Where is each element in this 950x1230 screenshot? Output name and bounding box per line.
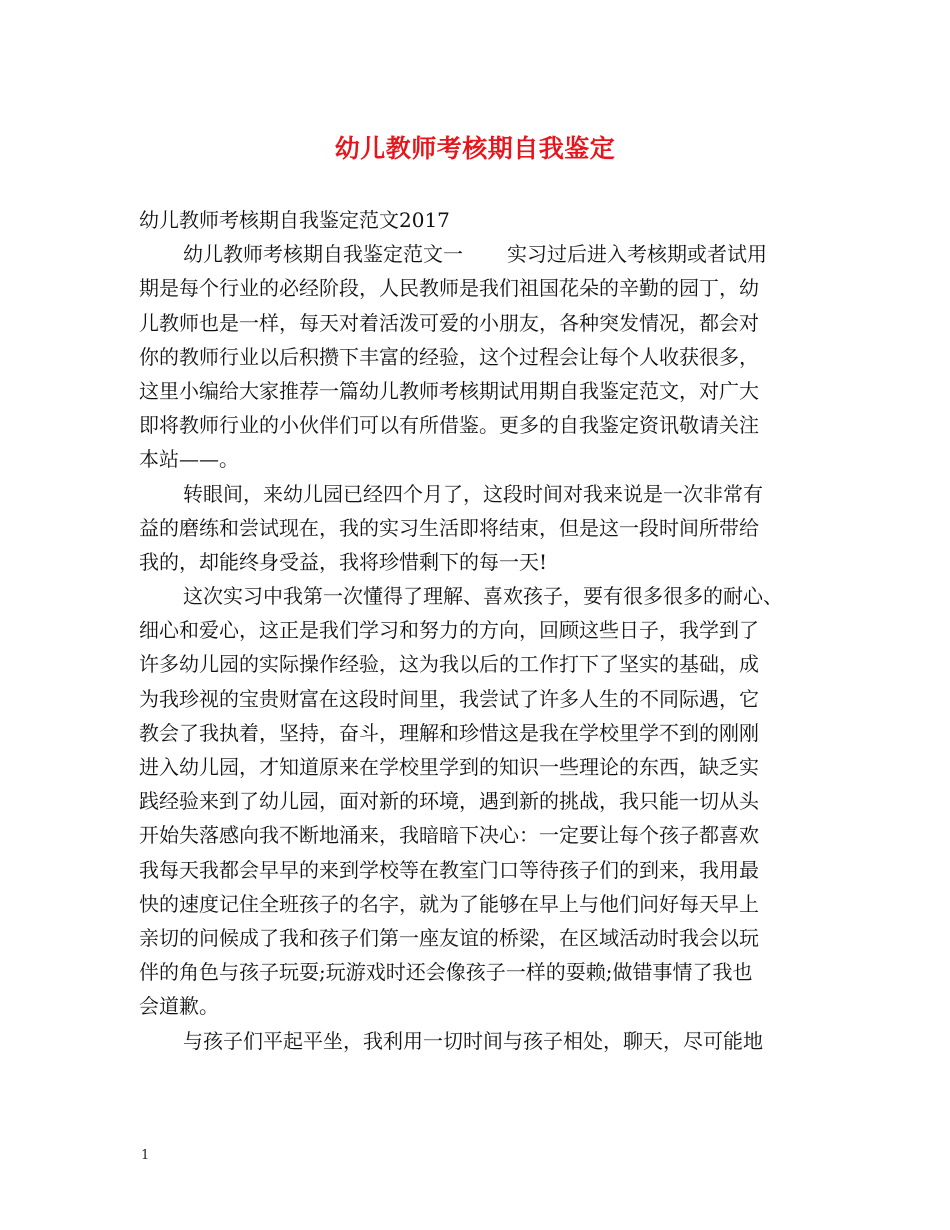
paragraph-line: 为我珍视的宝贵财富在这段时间里，我尝试了许多人生的不同际遇，它	[139, 686, 759, 711]
paragraph-line: 与孩子们平起平坐，我利用一切时间与孩子相处，聊天，尽可能地	[183, 1028, 763, 1053]
paragraph-line: 这里小编给大家推荐一篇幼儿教师考核期试用期自我鉴定范文，对广大	[139, 378, 759, 403]
paragraph-line: 伴的角色与孩子玩耍;玩游戏时还会像孩子一样的耍赖;做错事情了我也	[139, 960, 753, 985]
paragraph-lead: 幼儿教师考核期自我鉴定范文一	[183, 242, 463, 267]
paragraph-line: 我的，却能终身受益，我将珍惜剩下的每一天!	[139, 549, 548, 574]
paragraph-line: 进入幼儿园，才知道原来在学校里学到的知识一些理论的东西，缺乏实	[139, 755, 759, 779]
paragraph-4	[139, 1024, 819, 1058]
paragraph-line: 教会了我执着，坚持，奋斗，理解和珍惜这是我在学校里学不到的刚刚	[139, 720, 759, 745]
paragraph-line	[139, 237, 819, 271]
paragraph-line: 会道歉。	[139, 994, 219, 1019]
paragraph-line: 细心和爱心，这正是我们学习和努力的方向，回顾这些日子，我学到了	[139, 618, 759, 643]
document-subtitle: 幼儿教师考核期自我鉴定范文2017	[139, 208, 450, 232]
paragraph-3	[139, 579, 819, 1023]
paragraph-line: 期是每个行业的必经阶段，人民教师是我们祖国花朵的辛勤的园丁，幼	[139, 276, 759, 301]
paragraph-line: 我每天我都会早早的来到学校等在教室门口等待孩子们的到来，我用最	[139, 857, 759, 882]
paragraph-line: 践经验来到了幼儿园，面对新的环境，遇到新的挑战，我只能一切从头	[139, 789, 759, 814]
paragraph-line: 儿教师也是一样，每天对着活泼可爱的小朋友，各种突发情况，都会对	[139, 310, 759, 335]
paragraph-2	[139, 477, 819, 580]
paragraph-line: 这次实习中我第一次懂得了理解、喜欢孩子，要有很多很多的耐心、	[183, 584, 783, 609]
paragraph-line: 许多幼儿园的实际操作经验，这为我以后的工作打下了坚实的基础，成	[139, 652, 759, 677]
paragraph-line: 本站——。	[139, 447, 239, 472]
paragraph-line: 即将教师行业的小伙伴们可以有所借鉴。更多的自我鉴定资讯敬请关注	[139, 413, 759, 438]
paragraph-line: 开始失落感向我不断地涌来，我暗暗下决心：一定要让每个孩子都喜欢	[139, 823, 759, 848]
paragraph-line: 转眼间，来幼儿园已经四个月了，这段时间对我来说是一次非常有	[183, 481, 763, 506]
paragraph-1	[139, 237, 819, 476]
paragraph-line: 快的速度记住全班孩子的名字，就为了能够在早上与他们问好每天早上	[139, 891, 759, 916]
document-title: 幼儿教师考核期自我鉴定	[334, 134, 616, 163]
paragraph-line: 亲切的问候成了我和孩子们第一座友谊的桥梁，在区域活动时我会以玩	[139, 925, 759, 950]
page-number: 1	[141, 1148, 150, 1163]
document-body	[139, 203, 819, 1058]
paragraph-line: 益的磨练和尝试现在，我的实习生活即将结束，但是这一段时间所带给	[139, 515, 759, 540]
paragraph-text: 实习过后进入考核期或者试用	[507, 242, 767, 267]
paragraph-line: 你的教师行业以后积攒下丰富的经验，这个过程会让每个人收获很多，	[139, 344, 759, 369]
